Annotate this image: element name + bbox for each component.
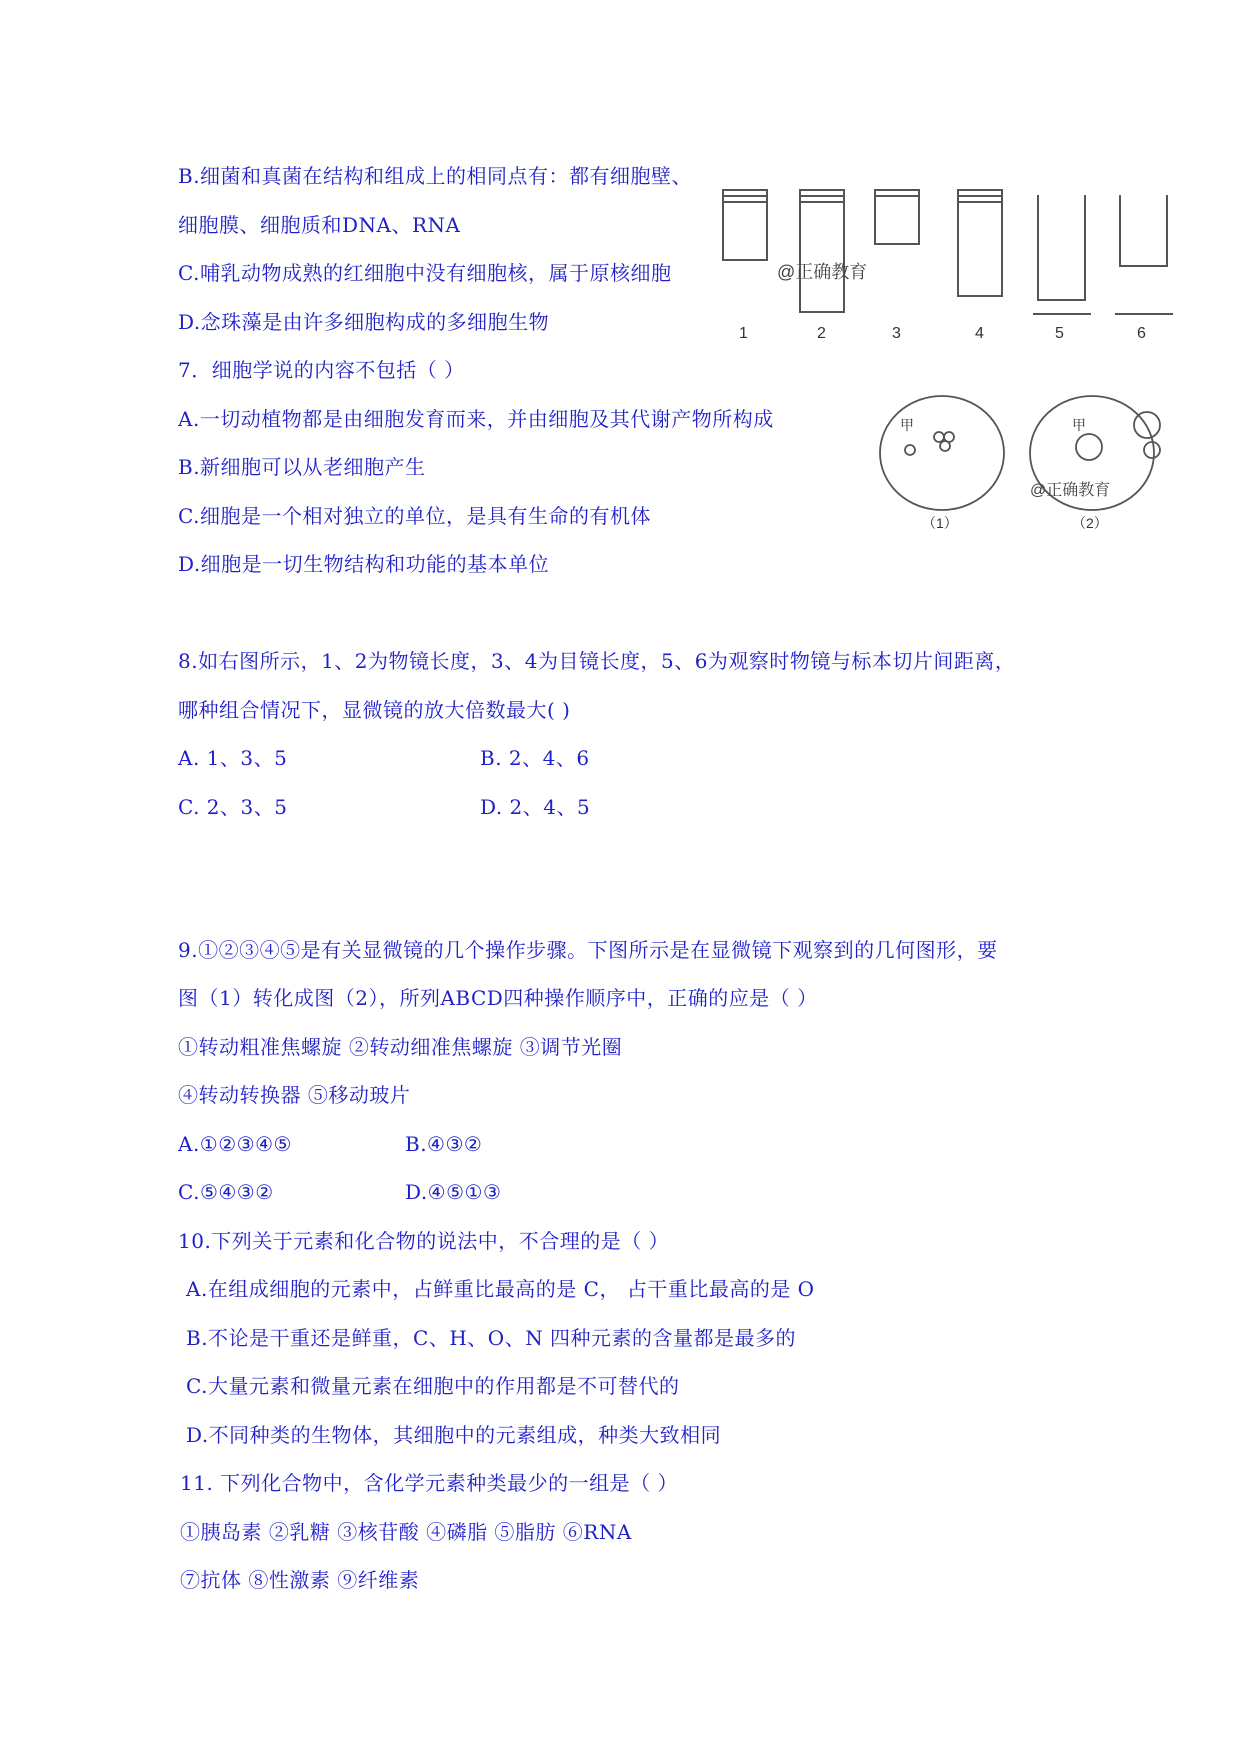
field-of-view-diagram bbox=[870, 395, 1170, 540]
q10-option-b: B.不论是干重还是鲜重，C、H、O、N 四种元素的含量都是最多的 bbox=[186, 1326, 797, 1350]
q8-option-b: B. 2、4、6 bbox=[480, 746, 590, 770]
q7-option-b: B.新细胞可以从老细胞产生 bbox=[178, 455, 426, 479]
q6-option-b: B.细菌和真菌在结构和组成上的相同点有：都有细胞壁、 bbox=[178, 164, 693, 188]
field-of-view-figure bbox=[870, 395, 1170, 540]
q9-stem: 9.①②③④⑤是有关显微镜的几个操作步骤。下图所示是在显微镜下观察到的几何图形，要 bbox=[178, 938, 998, 962]
q9-stem-cont: 图（1）转化成图（2），所列ABCD四种操作顺序中，正确的应是（ ） bbox=[178, 986, 818, 1010]
q10-option-d: D.不同种类的生物体，其细胞中的元素组成，种类大致相同 bbox=[186, 1423, 722, 1447]
q7-option-c: C.细胞是一个相对独立的单位，是具有生命的有机体 bbox=[178, 504, 651, 528]
q11-stem: 11. 下列化合物中，含化学元素种类最少的一组是（ ） bbox=[180, 1471, 679, 1495]
lens-label-6: 6 bbox=[1137, 325, 1146, 342]
lens-label-5: 5 bbox=[1055, 325, 1064, 342]
q9-option-d: D.④⑤①③ bbox=[405, 1180, 502, 1204]
cells-watermark: @正确教育 bbox=[1030, 482, 1111, 499]
lens-figure bbox=[715, 180, 1185, 350]
q7-option-d: D.细胞是一切生物结构和功能的基本单位 bbox=[178, 552, 550, 576]
q8-option-a: A. 1、3、5 bbox=[178, 746, 288, 770]
q11-items-2: ⑦抗体 ⑧性激素 ⑨纤维素 bbox=[180, 1568, 420, 1592]
view-label-2: （2） bbox=[1072, 515, 1108, 531]
q8-stem: 8.如右图所示，1、2为物镜长度，3、4为目镜长度，5、6为观察时物镜与标本切片间距离， bbox=[178, 649, 1016, 673]
q9-option-a: A.①②③④⑤ bbox=[178, 1132, 292, 1156]
cell-label-2: 甲 bbox=[1072, 417, 1086, 433]
q8-option-c: C. 2、3、5 bbox=[178, 795, 288, 819]
q7-option-a: A.一切动植物都是由细胞发育而来，并由细胞及其代谢产物所构成 bbox=[178, 407, 774, 431]
q10-option-a: A.在组成细胞的元素中，占鲜重比最高的是 C， 占干重比最高的是 O bbox=[186, 1277, 815, 1301]
q10-stem: 10.下列关于元素和化合物的说法中，不合理的是（ ） bbox=[178, 1229, 670, 1253]
q9-steps-2: ④转动转换器 ⑤移动玻片 bbox=[178, 1083, 411, 1107]
q9-steps-1: ①转动粗准焦螺旋 ②转动细准焦螺旋 ③调节光圈 bbox=[178, 1035, 623, 1059]
q11-items-1: ①胰岛素 ②乳糖 ③核苷酸 ④磷脂 ⑤脂肪 ⑥RNA bbox=[180, 1520, 632, 1544]
view-label-1: （1） bbox=[922, 515, 958, 531]
cell-label-1: 甲 bbox=[900, 417, 914, 433]
q7-stem: 7．细胞学说的内容不包括（ ） bbox=[178, 358, 465, 382]
lens-label-3: 3 bbox=[892, 325, 901, 342]
q8-option-d: D. 2、4、5 bbox=[480, 795, 591, 819]
lens-label-2: 2 bbox=[817, 325, 826, 342]
q9-option-c: C.⑤④③② bbox=[178, 1180, 274, 1204]
lens-label-4: 4 bbox=[975, 325, 984, 342]
q6-option-b-cont: 细胞膜、细胞质和DNA、RNA bbox=[178, 213, 461, 237]
q6-option-d: D.念珠藻是由许多细胞构成的多细胞生物 bbox=[178, 310, 550, 334]
lens-watermark: @正确教育 bbox=[777, 262, 868, 282]
q8-stem-cont: 哪种组合情况下，显微镜的放大倍数最大( ) bbox=[178, 698, 571, 722]
q6-option-c: C.哺乳动物成熟的红细胞中没有细胞核，属于原核细胞 bbox=[178, 261, 672, 285]
q9-option-b: B.④③② bbox=[405, 1132, 483, 1156]
q10-option-c: C.大量元素和微量元素在细胞中的作用都是不可替代的 bbox=[186, 1374, 680, 1398]
lens-label-1: 1 bbox=[739, 325, 748, 342]
